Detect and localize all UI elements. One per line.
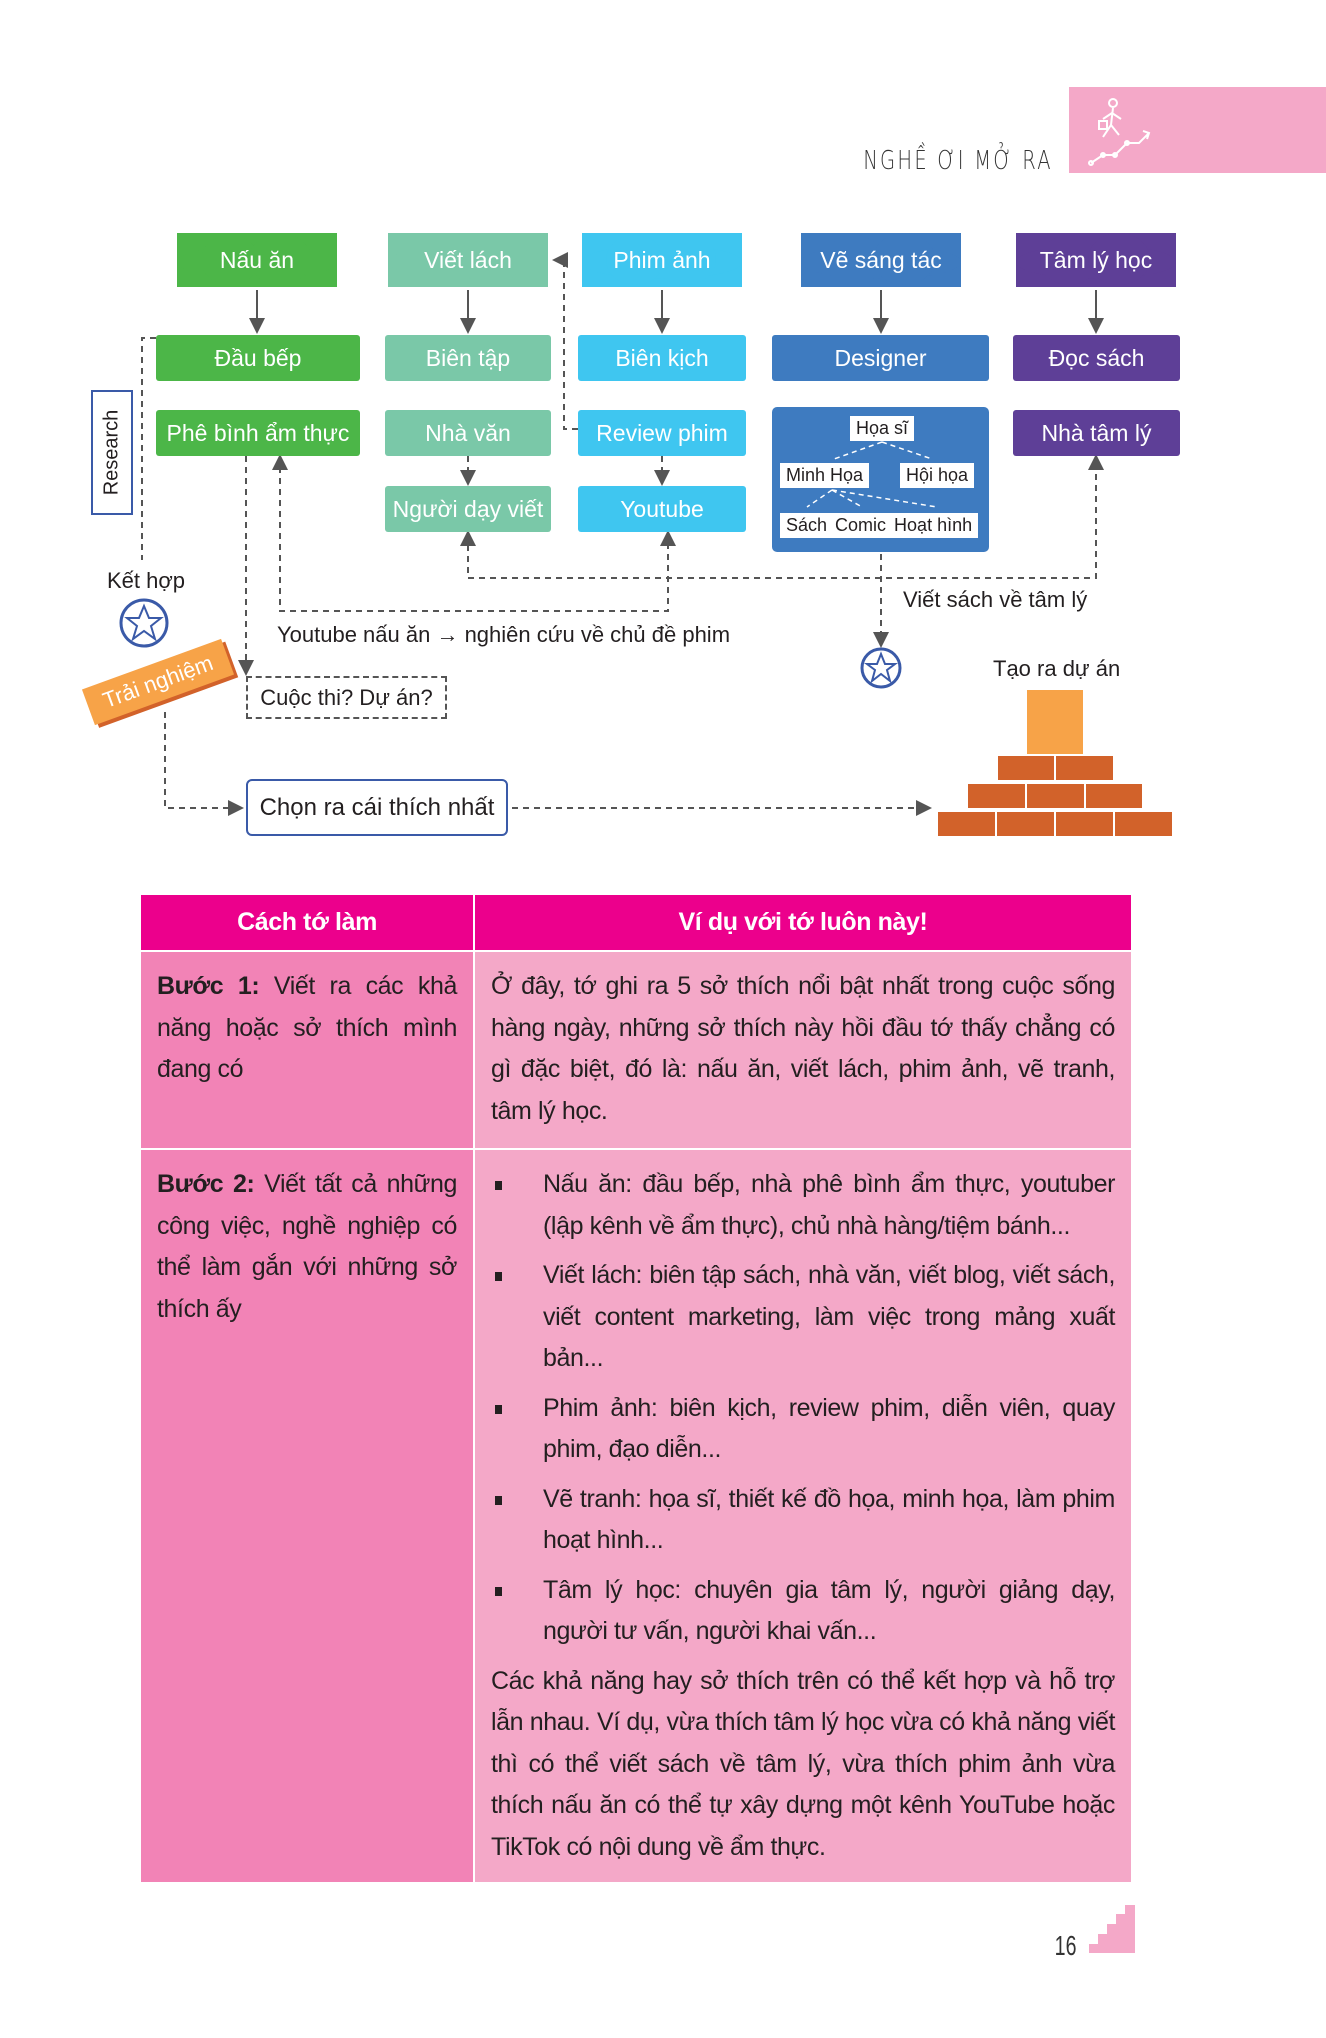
tree-node: Họa sĩ <box>850 416 914 441</box>
step-cell: Bước 1: Viết ra các khả năng hoặc sở thích mình đang có <box>140 951 474 1149</box>
youtube-note: Youtube nấu ăn → nghiên cứu về chủ đề phim <box>277 622 731 647</box>
designer-tree-panel <box>772 407 989 552</box>
tree-node: Minh Họa <box>780 463 869 488</box>
psych-book-note: Viết sách về tâm lý <box>903 587 1088 612</box>
research-label-box: Research <box>91 390 133 515</box>
hobby-cloud-cooking: Nấu ăn <box>177 233 337 287</box>
job-box: Nhà văn <box>385 410 551 456</box>
job-box: Review phim <box>578 410 746 456</box>
hobby-cloud-writing: Viết lách <box>388 233 548 287</box>
job-box: Nhà tâm lý <box>1013 410 1180 456</box>
job-box: Phê bình ẩm thực <box>156 410 360 456</box>
example-list <box>491 1164 1115 1653</box>
job-box: Đọc sách <box>1013 335 1180 381</box>
page-number: 16 <box>1054 1930 1077 1961</box>
hobby-cloud-film: Phim ảnh <box>582 233 742 287</box>
step-cell: Bước 2: Viết tất cả những công việc, nghề nghiệp có thể làm gắn với những sở thích ấy <box>140 1149 474 1883</box>
list-item: Tâm lý học: chuyên gia tâm lý, người giảng dạy, người tư vấn, người khai vấn... <box>491 1570 1115 1653</box>
example-cell <box>474 1149 1132 1883</box>
experience-tag: Trải nghiệm <box>82 639 234 725</box>
job-box: Biên kịch <box>578 335 746 381</box>
create-project-label: Tạo ra dự án <box>993 656 1121 681</box>
column-header: Ví dụ với tớ luôn này! <box>474 894 1132 951</box>
job-box: Người dạy viết <box>385 486 551 532</box>
running-header: NGHỀ ƠI MỞ RA <box>863 146 1053 176</box>
list-item: Phim ảnh: biên kịch, review phim, diễn viên, quay phim, đạo diễn... <box>491 1388 1115 1471</box>
contest-box: Cuộc thi? Dự án? <box>246 676 447 719</box>
star-icon <box>862 649 900 687</box>
job-box: Biên tập <box>385 335 551 381</box>
hobby-cloud-drawing: Vẽ sáng tác <box>801 233 961 287</box>
combine-label: Kết hợp <box>107 568 186 593</box>
star-icon <box>121 600 167 646</box>
job-box: Designer <box>772 335 989 381</box>
list-item: Vẽ tranh: họa sĩ, thiết kế đồ họa, minh họa, làm phim hoạt hình... <box>491 1479 1115 1562</box>
job-box: Đầu bếp <box>156 335 360 381</box>
table-header-row <box>140 894 1132 951</box>
example-cell: Ở đây, tớ ghi ra 5 sở thích nổi bật nhất trong cuộc sống hàng ngày, những sở thích này hồi đầu tớ thấy chẳng có gì đặc biệt, đó là: nấu ăn, viết lách, phim ảnh, vẽ tranh, tâm lý học. <box>474 951 1132 1149</box>
list-item: Nấu ăn: đầu bếp, nhà phê bình ẩm thực, youtuber (lập kênh về ẩm thực), chủ nhà hàng/tiệm bánh... <box>491 1164 1115 1247</box>
job-box: Youtube <box>578 486 746 532</box>
hobby-cloud-psychology: Tâm lý học <box>1016 233 1176 287</box>
table-row <box>140 951 1132 1149</box>
table-row <box>140 1149 1132 1883</box>
choose-favorite-box: Chọn ra cái thích nhất <box>246 779 508 836</box>
conclusion-text: Các khả năng hay sở thích trên có thể kết hợp và hỗ trợ lẫn nhau. Ví dụ, vừa thích tâm lý học vừa có khả năng viết thì có thể viết sách về tâm lý, vừa thích phim ảnh vừa thích nấu ăn có thể tự xây dựng một kênh YouTube hoặc TikTok có nội dung về ẩm thực. <box>491 1666 1115 1861</box>
list-item: Viết lách: biên tập sách, nhà văn, viết blog, viết sách, viết content marketing, làm việc trong mảng xuất bản... <box>491 1255 1115 1380</box>
brick-pyramid-icon <box>937 690 1173 837</box>
tree-node-row: Sách Comic Hoạt hình <box>780 513 978 538</box>
tree-node: Hội họa <box>900 463 974 488</box>
steps-table <box>139 893 1133 1884</box>
column-header: Cách tớ làm <box>140 894 474 951</box>
stairs-icon <box>1089 1905 1135 1953</box>
